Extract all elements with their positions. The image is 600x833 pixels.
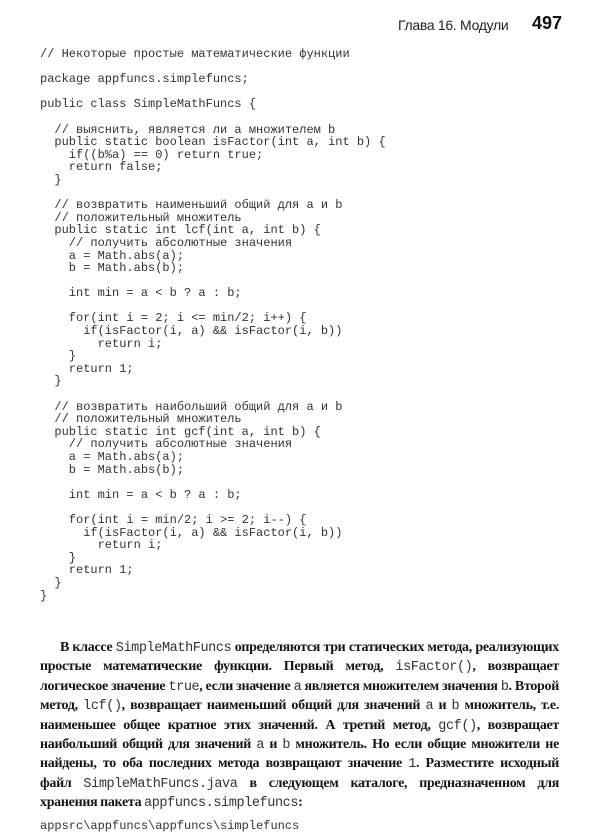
code-line: return false;	[40, 160, 163, 175]
inline-code: b	[500, 679, 509, 695]
code-line: // выяснить, является ли a множителем b	[40, 122, 336, 137]
text: . Разместите исходный файл	[40, 756, 559, 791]
text: множитель. Но если общие множители не найдены, то оба последних метода возвращают значение	[40, 737, 559, 772]
text: . Второй метод,	[40, 678, 560, 714]
text: , если значение	[199, 678, 294, 694]
body-paragraph	[40, 638, 559, 813]
inline-code: b	[451, 699, 460, 715]
code-line: b = Math.abs(b);	[40, 462, 185, 477]
code-line: }	[40, 374, 62, 389]
code-line: }	[40, 349, 77, 364]
code-line: // Некоторые простые математические функции	[40, 47, 350, 61]
code-line: for(int i = 2; i <= min/2; i++) {	[40, 311, 307, 326]
inline-code: lcf()	[83, 699, 122, 715]
code-line: if(isFactor(i, a) && isFactor(i, b))	[40, 324, 343, 339]
code-line: b = Math.abs(b);	[40, 261, 185, 276]
code-line: }	[40, 588, 48, 603]
code-line: // возвратить наименьший общий для a и b	[40, 198, 343, 213]
code-line: package appfuncs.simplefuncs;	[40, 72, 249, 87]
inline-code: SimpleMathFuncs.java	[83, 776, 238, 792]
text: , возвращает наименьший общий для значений	[121, 698, 426, 714]
inline-code: isFactor()	[395, 660, 473, 676]
text: множитель, т.е. наименьшее общее кратное этих значений. А третий метод,	[40, 698, 560, 733]
inline-code: a	[256, 738, 265, 754]
inline-code: a	[293, 679, 302, 695]
text: в следующем каталоге, предназначенном для хранения пакета	[40, 775, 559, 811]
inline-code: a	[425, 699, 434, 715]
inline-code: gcf()	[438, 718, 477, 734]
code-line	[40, 111, 386, 124]
code-line: if((b%a) == 0) return true;	[40, 147, 264, 162]
code-line	[40, 388, 386, 401]
code-line: }	[40, 550, 77, 565]
text: и	[433, 698, 452, 714]
code-line: // возвратить наибольший общий для a и b	[40, 399, 343, 414]
text: :	[298, 795, 303, 811]
text: , возвращает наибольший общий для значений	[40, 717, 560, 753]
code-line: for(int i = min/2; i >= 2; i--) {	[40, 512, 307, 527]
code-line: a = Math.abs(a);	[40, 248, 185, 263]
code-line: // положительный множитель	[40, 210, 242, 225]
inline-code: 1	[408, 757, 416, 773]
text: определяются три статических метода, реализующих простые математические функции. Первый метод,	[40, 640, 559, 675]
text: , возвращает логическое значение	[40, 659, 560, 694]
code-line	[40, 476, 386, 489]
code-line: return i;	[40, 336, 163, 351]
inline-code: SimpleMathFuncs	[115, 641, 232, 656]
code-line: int min = a < b ? a : b;	[40, 286, 242, 301]
code-line: return 1;	[40, 361, 134, 376]
code-line: a = Math.abs(a);	[40, 450, 185, 464]
chapter-title: Глава 16. Модули	[398, 17, 509, 33]
code-line: // положительный множитель	[40, 412, 242, 427]
code-listing	[40, 48, 386, 602]
code-line: // получить абсолютные значения	[40, 235, 293, 250]
code-line: return 1;	[40, 563, 134, 578]
body-text	[40, 638, 559, 833]
inline-code: appfuncs.simplefuncs	[144, 796, 299, 812]
inline-code: b	[282, 738, 291, 754]
code-line: public static int gcf(int a, int b) {	[40, 424, 321, 439]
code-line: // получить абсолютные значения	[40, 437, 293, 452]
code-line: int min = a < b ? a : b;	[40, 487, 242, 502]
directory-path: appsrc\appfuncs\appfuncs\simplefuncs	[40, 818, 300, 833]
code-line: public static boolean isFactor(int a, int b) {	[40, 135, 386, 150]
text: и	[264, 737, 283, 753]
text: В классе	[60, 640, 116, 655]
code-line: public static int lcf(int a, int b) {	[40, 223, 321, 238]
code-line: public class SimpleMathFuncs {	[40, 97, 257, 112]
page-number: 497	[532, 13, 563, 33]
code-line: if(isFactor(i, a) && isFactor(i, b))	[40, 525, 343, 540]
text: является множителем значения	[301, 678, 501, 694]
code-line: }	[40, 575, 62, 590]
inline-code: true	[168, 679, 200, 695]
code-line: }	[40, 172, 62, 187]
code-line: return i;	[40, 538, 163, 553]
